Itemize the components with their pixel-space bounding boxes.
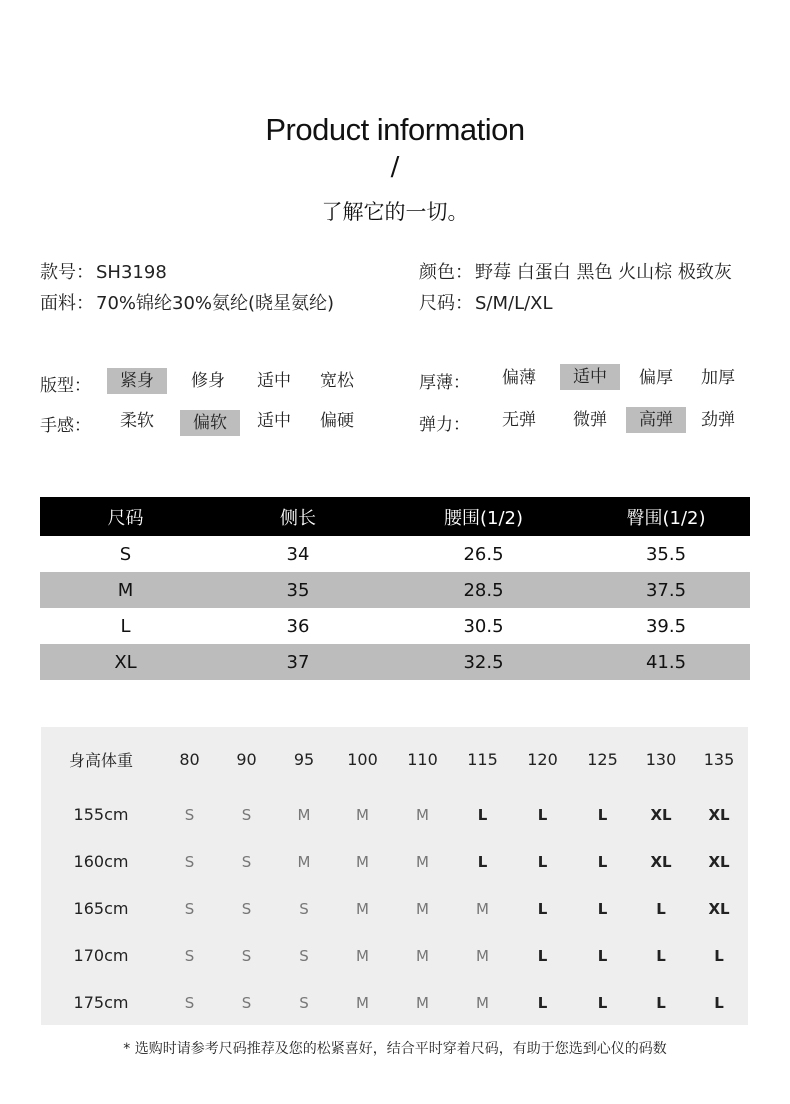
fabric-value: 70%锦纶30%氨纶(晓星氨纶) — [96, 293, 335, 314]
height-row — [41, 838, 748, 885]
size-recommendation-table — [41, 727, 748, 1026]
feel-option: 柔软 — [120, 411, 154, 431]
table-cell: 41.5 — [582, 644, 750, 680]
size-cell: L — [537, 852, 548, 871]
feel-label: 手感： — [40, 416, 91, 436]
size-cell: M — [416, 993, 429, 1012]
size-cell: S — [184, 899, 195, 918]
fit-option: 修身 — [191, 371, 225, 391]
table-cell: 35 — [211, 572, 385, 608]
size-cell: L — [537, 805, 548, 824]
column-header: 臀围(1/2) — [582, 497, 750, 536]
size-cell: S — [299, 993, 309, 1012]
table-cell: L — [120, 615, 131, 637]
size-cell: XL — [650, 805, 672, 824]
color-label: 颜色： — [419, 262, 473, 283]
fit-label: 版型： — [40, 376, 91, 396]
size-cell: S — [299, 899, 309, 918]
size-cell: S — [241, 946, 252, 965]
fabric-label: 面料： — [40, 293, 94, 314]
style-number-value: SH3198 — [96, 262, 167, 283]
height-label: 160cm — [73, 852, 129, 871]
size-cell: M — [356, 993, 369, 1012]
thickness-option: 偏薄 — [502, 368, 536, 388]
size-label: 尺码： — [419, 293, 473, 314]
size-cell: S — [241, 993, 252, 1012]
size-recommendation-panel — [41, 727, 748, 1025]
thickness-option: 适中 — [560, 364, 620, 390]
elasticity-option: 微弹 — [573, 410, 607, 430]
fit-option: 适中 — [257, 371, 291, 391]
elasticity-option: 高弹 — [626, 407, 686, 433]
thickness-option: 加厚 — [701, 368, 735, 388]
size-cell: M — [476, 899, 489, 918]
elasticity-label: 弹力： — [419, 415, 470, 435]
size-cell: L — [656, 993, 666, 1012]
size-cell: L — [656, 946, 666, 965]
size-cell: M — [356, 805, 369, 824]
color-values: 野莓 白蛋白 黑色 火山棕 极致灰 — [475, 262, 732, 283]
height-row — [41, 885, 748, 932]
weight-header: 115 — [467, 749, 498, 769]
size-cell: L — [477, 852, 488, 871]
style-number-label: 款号： — [40, 262, 94, 283]
size-cell: L — [597, 946, 608, 965]
size-cell: M — [416, 899, 429, 918]
height-row — [41, 932, 748, 979]
height-label: 155cm — [73, 805, 129, 824]
column-header: 侧长 — [211, 497, 385, 536]
column-header: 尺码 — [40, 497, 211, 536]
size-cell: XL — [708, 899, 730, 918]
size-chart-header — [40, 497, 750, 536]
size-values: S/M/L/XL — [475, 293, 553, 314]
size-cell: S — [241, 899, 252, 918]
size-cell: L — [714, 993, 724, 1012]
size-cell: XL — [708, 852, 730, 871]
fit-option: 紧身 — [107, 368, 167, 394]
height-label: 175cm — [73, 993, 129, 1012]
table-row — [40, 608, 750, 644]
height-row — [41, 979, 748, 1026]
weight-header: 95 — [293, 749, 315, 769]
style-number — [40, 258, 167, 284]
footnote: * 选购时请参考尺码推荐及您的松紧喜好，结合平时穿着尺码，有助于您选到心仪的码数 — [123, 1041, 667, 1057]
thickness-label: 厚薄： — [419, 373, 470, 393]
table-cell: 28.5 — [385, 572, 582, 608]
size-cell: M — [356, 852, 369, 871]
table-cell: 39.5 — [645, 615, 687, 637]
weight-header: 90 — [236, 749, 257, 769]
height-label: 170cm — [73, 946, 129, 965]
size-cell: S — [184, 946, 195, 965]
size-cell: M — [476, 993, 489, 1012]
size-chart — [40, 497, 750, 680]
size-cell: M — [356, 899, 369, 918]
thickness-option: 偏厚 — [639, 368, 673, 388]
elasticity-option: 无弹 — [502, 410, 536, 430]
feel-option: 偏硬 — [320, 411, 354, 431]
table-cell: 36 — [286, 615, 310, 637]
size-cell: S — [299, 946, 309, 965]
size-cell: XL — [708, 805, 730, 824]
table-cell: S — [119, 543, 132, 565]
weight-header-row — [41, 727, 748, 791]
table-cell: XL — [40, 644, 211, 680]
table-row — [40, 644, 750, 680]
fabric — [40, 289, 334, 315]
table-row — [40, 572, 750, 608]
table-cell: 30.5 — [463, 615, 504, 637]
sizes — [419, 289, 553, 315]
size-cell: M — [476, 946, 489, 965]
table-cell: M — [40, 572, 211, 608]
size-cell: L — [597, 805, 608, 824]
table-cell: 37 — [211, 644, 385, 680]
weight-header: 120 — [527, 749, 558, 769]
table-cell: 37.5 — [582, 572, 750, 608]
size-cell: S — [184, 805, 195, 824]
size-cell: M — [297, 852, 311, 871]
size-cell: L — [537, 993, 548, 1012]
weight-header: 80 — [179, 749, 200, 769]
title-slash: / — [390, 152, 400, 182]
feel-option: 偏软 — [180, 410, 240, 436]
size-cell: L — [656, 899, 666, 918]
size-cell: XL — [650, 852, 672, 871]
size-cell: L — [537, 946, 548, 965]
size-cell: M — [416, 805, 429, 824]
weight-header: 110 — [407, 749, 438, 769]
table-row — [40, 536, 750, 572]
weight-header: 100 — [347, 749, 378, 769]
elasticity-option: 劲弹 — [701, 410, 735, 430]
size-cell: L — [597, 899, 608, 918]
height-row — [41, 791, 748, 838]
weight-header: 125 — [587, 749, 618, 769]
table-cell: 34 — [286, 543, 310, 565]
colors — [419, 258, 732, 284]
page-title: Product information — [265, 112, 525, 147]
size-cell: L — [714, 946, 724, 965]
size-cell: L — [537, 899, 548, 918]
table-cell: 26.5 — [463, 543, 504, 565]
fit-option: 宽松 — [320, 371, 354, 391]
size-cell: M — [356, 946, 369, 965]
size-cell: S — [241, 805, 252, 824]
corner-label: 身高体重 — [68, 750, 133, 770]
size-cell: S — [184, 852, 195, 871]
column-header: 腰围(1/2) — [385, 497, 582, 536]
weight-header: 130 — [645, 749, 677, 769]
size-cell: M — [297, 805, 311, 824]
size-cell: M — [416, 852, 429, 871]
page-subtitle: 了解它的一切。 — [321, 200, 469, 224]
weight-header: 135 — [703, 749, 735, 769]
size-cell: M — [416, 946, 429, 965]
size-cell: L — [597, 852, 608, 871]
size-cell: L — [477, 805, 488, 824]
size-cell: L — [597, 993, 608, 1012]
size-cell: S — [184, 993, 195, 1012]
table-cell: 35.5 — [645, 543, 687, 565]
height-label: 165cm — [73, 899, 129, 918]
feel-option: 适中 — [257, 411, 291, 431]
table-cell: 32.5 — [385, 644, 582, 680]
size-cell: S — [241, 852, 252, 871]
